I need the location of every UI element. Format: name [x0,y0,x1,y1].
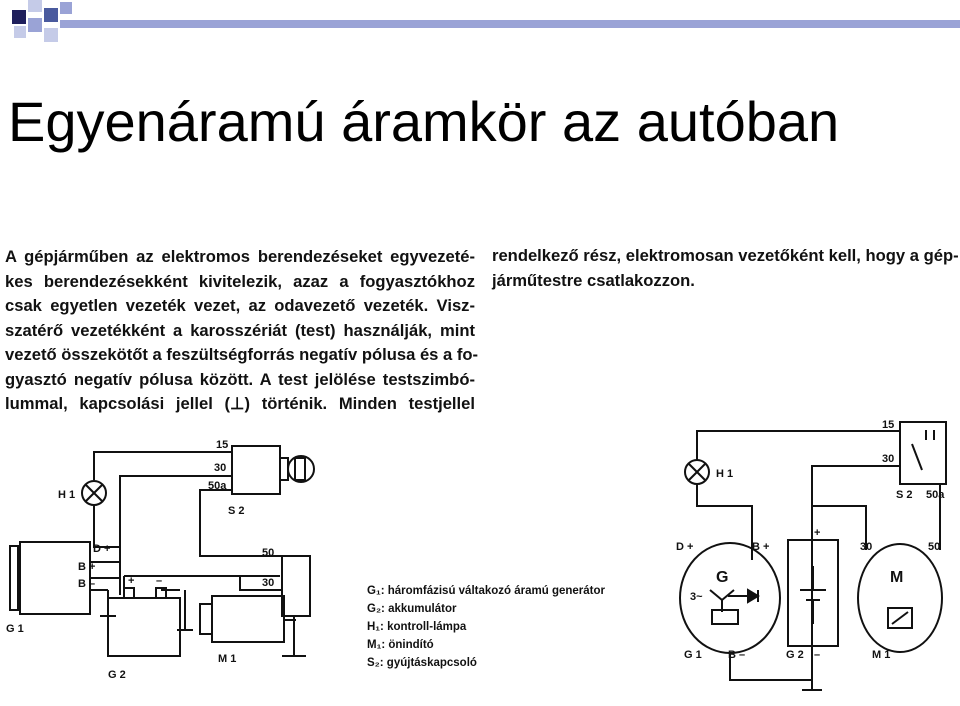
terminal-label: 30 [214,462,227,474]
terminal-label: 50 [262,547,275,559]
paragraph-line: szatérő vezetékként a karosszériát (test) használják, mint [5,320,475,340]
terminal-label: D + [676,541,694,553]
component-label: G 1 [6,623,24,635]
terminal-label: B – [78,578,96,590]
component-label: S 2 [896,489,913,501]
legend-item: M₁: önindító [367,639,434,651]
terminal-label: + [128,575,135,587]
paragraph-line: kes berendezésekként kivitelezik, azaz a fogyasztókhoz [5,271,475,291]
paragraph-line: rendelkező rész, elektromosan vezetőként kell, hogy a gép- [492,246,959,265]
terminal-label: B + [78,561,96,573]
terminal-label: 30 [860,541,873,553]
paragraph-line: csak egyetlen vezeték vezet, az odavezető vezeték. Visz- [5,296,475,315]
terminal-label: B – [728,649,746,661]
terminal-label: – [156,575,163,587]
legend-item: H₁: kontroll-lámpa [367,621,467,633]
wire [697,484,752,560]
paragraph-line: vezető összekötőt a feszültségforrás negatív pólusa és a fo- [5,345,479,364]
component-label: M 1 [872,649,891,661]
legend-item: G₂: akkumulátor [367,603,457,615]
slide-title: Egyenáramú áramkör az autóban [8,90,840,153]
component-label: G 2 [786,649,804,661]
paragraph-line: A gépjárműben az elektromos berendezéseket egyvezeté- [5,247,475,266]
terminal-label: + [814,527,821,539]
component-letter: M [890,569,904,586]
terminal-label: 3~ [690,591,703,603]
wire [697,431,900,460]
paragraph-line: lummal, kapcsolási jellel (⊥) történik. Minden testjellel [5,394,475,413]
terminal-label: 50 [928,541,941,553]
component-letter: G [716,569,729,586]
legend-item: G₁: háromfázisú váltakozó áramú generátor [367,585,606,597]
component-label: G 1 [684,649,702,661]
legend-item: S₂: gyújtáskapcsoló [367,657,477,669]
component-label: H 1 [716,468,734,480]
terminal-label: 30 [882,453,895,465]
terminal-label: 50a [208,480,227,492]
terminal-label: 15 [216,439,229,451]
starter-motor-m1-symbol [858,544,942,652]
component-label: S 2 [228,505,245,517]
terminal-label: B + [752,541,770,553]
ignition-switch-box [900,422,946,484]
terminal-label: – [814,649,821,661]
terminal-label: D + [93,543,111,555]
wire [812,466,900,680]
terminal-label: 15 [882,419,895,431]
component-label: M 1 [218,653,237,665]
paragraph-line: járműtestre csatlakozzon. [492,270,695,290]
component-label: G 2 [108,669,126,681]
paragraph-line: gyasztó negatív pólusa között. A test jelölése testszimbó- [5,369,475,389]
terminal-label: 30 [262,577,275,589]
terminal-label: 50a [926,489,945,501]
component-label: H 1 [58,489,76,501]
